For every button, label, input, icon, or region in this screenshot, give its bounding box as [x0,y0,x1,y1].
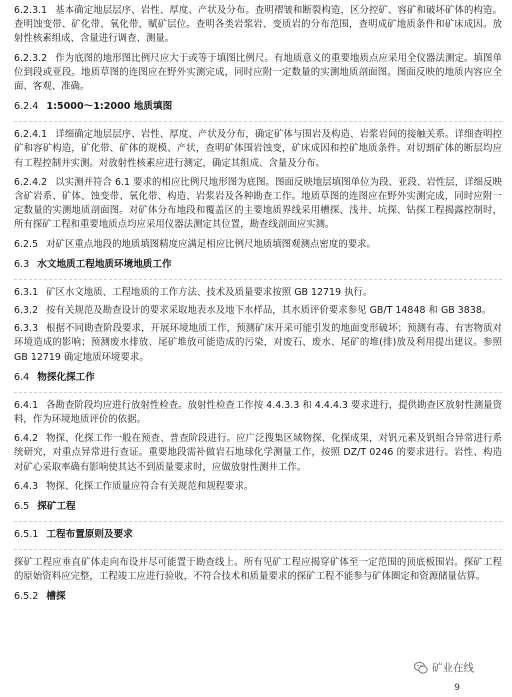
section-number: 6.3 [14,258,30,270]
clause-number: 6.2.4.2 [14,176,48,188]
paragraph-6-2-4-2 [14,176,502,233]
page-number: 9 [454,683,460,693]
paragraph-6-4-3 [14,480,502,494]
clause-number: 6.2.3.1 [14,5,48,16]
clause-number: 6.2.3.2 [14,52,48,64]
clause-text: 基本确定地层层序、岩性、厚度、产状及分布。查明褶皱和断裂构造，区分控矿、容矿和破坏矿体的构造。查明蚀变带、矿化带、氧化带、赋矿层位。查明各类岩浆岩、变质岩的分布范围，查明成矿地质条件和矿床成因。放射性核素组成、含量进行调查、测量。 [14,5,502,45]
section-divider [14,549,502,550]
clause-number: 6.4.3 [14,480,39,492]
clause-text: 物探、化探工作质量应符合有关规范和规程要求。 [46,480,254,492]
section-number: 6.5 [14,501,30,513]
section-title: 物探化探工作 [37,371,95,383]
clause-number: 6.3.2 [14,305,39,317]
clause-number: 6.2.4.1 [14,129,48,141]
watermark-text: 矿业在线 [432,662,474,674]
clause-text: 矿区水文地质、工程地质的工作方法、技术及质量要求按照 GB 12719 执行。 [46,286,373,298]
section-divider [14,279,502,280]
paragraph-6-4-2 [14,432,502,475]
clause-text: 以实测并符合 6.1 要求的相应比例尺地形图为底图。图面反映地层填图单位为段、亚段、岩性层，详细反映含矿岩系、矿体、蚀变带、氧化带、构造、岩浆岩及各种勘查工作。地质草图的连图应在野外实测完成，同时应附一定数量的实测地质剖面图。对矿体分布地段和覆盖区的主要地质界线采用槽探、浅井、坑探、钻探工程揭露控制时，所有探矿工程和重要地质点均应采用仪器法测定其位置，勘查线剖面应实测。 [14,176,502,231]
document-page [14,4,502,611]
paragraph-6-3-2 [14,304,502,318]
section-title: 1:5000～1:2000 地质填图 [46,101,173,113]
watermark [414,660,474,675]
paragraph-6-3-1 [14,286,502,300]
clause-number: 6.3.3 [14,323,39,335]
clause-text: 作为底图的地形图比例尺应大于或等于填图比例尺。有地质意义的重要地质点应采用全仪器法测定。填图单位到段或亚段。地质草图的连图应在野外实测完成，同时应附一定数量的实测地质剖面图。图面反映的地质内容应全面、客观、准确。 [14,52,502,93]
clause-text: 探矿工程应垂直矿体走向布设并尽可能置于勘查线上。所有见矿工程应揭穿矿体至一定范围的顶底板围岩。探矿工程的原始资料应完整，工程竣工应进行验收，不符合技术和质量要求的探矿工程不能参与矿体圈定和资源储量估算。 [14,557,502,583]
section-divider [14,521,502,522]
paragraph-6-4-1 [14,399,502,427]
paragraph-6-2-3-1 [14,4,502,47]
section-divider [14,392,502,393]
clause-text: 物探、化探工作一般在预查、普查阶段进行。应广泛搜集区域物探、化探成果，对钒元素及钒组合异常进行系统研究，对重点异常进行查证。重要地段需补做岩石地球化学测量工作，按照 DZ/T 0246 的要求进行。岩性、构造对矿心采取率确有影响使其达不到质量要求时，应做放射性测井工作。 [14,433,502,473]
clause-number: 6.2.5 [14,238,39,250]
clause-number: 6.4.2 [14,433,39,445]
section-heading-6-4 [14,371,502,385]
wechat-icon [414,661,428,675]
clause-number: 6.3.1 [14,286,39,298]
section-heading-6-5-2 [14,590,502,604]
section-title: 槽探 [46,591,66,603]
paragraph-6-5-1 [14,556,502,584]
section-number: 6.2.4 [14,101,39,113]
section-number: 6.4 [14,371,30,383]
paragraph-6-2-5 [14,238,502,252]
section-heading-6-5 [14,500,502,514]
clause-text: 各勘查阶段均应进行放射性检查。放射性检查工作按 4.4.3.3 和 4.4.4.3 要求进行，提供勘查区放射性测量资料，作为环境地质评价的依据。 [14,399,502,426]
section-heading-6-3 [14,258,502,272]
section-number: 6.5.2 [14,591,39,603]
clause-number: 6.4.1 [14,399,39,411]
section-title: 探矿工程 [37,501,76,513]
paragraph-6-2-4-1 [14,128,502,171]
section-divider [14,121,502,122]
clause-text: 对矿区重点地段的地质填图精度应满足相应比例尺地质填图观测点密度的要求。 [46,238,376,250]
paragraph-6-2-3-2 [14,52,502,95]
section-title: 水文地质工程地质环境地质工作 [37,258,172,270]
paragraph-6-3-3 [14,322,502,365]
clause-text: 按有关规范及勘查设计的要求采取地表水及地下水样品，其水质评价要求参见 GB/T 14848 和 GB 3838。 [46,305,492,317]
section-number: 6.5.1 [14,529,39,541]
clause-text: 详细确定地层层序、岩性、厚度、产状及分布，确定矿体与围岩及构造、岩浆岩间的接触关系。详细查明控矿和容矿构造，矿化带、矿体的规模、产状，查明矿体围岩蚀变，矿床成因和控矿地质条件。对切割矿体的断层均应有工程控制并实测。对放射性核素应进行测定，确定其组成、含量及分布。 [14,129,502,169]
section-heading-6-2-4 [14,100,502,114]
clause-text: 根据不同勘查阶段要求，开展环境地质工作，预测矿床开采可能引发的地面变形破坏；预测有毒、有害物质对环境造成的影响；预测废水排放、尾矿堆放可能造成的污染，对废石、废水、尾矿的堆(排)放及利用提出建议。参照 GB 12719 确定地质环境要求。 [14,323,502,363]
section-title: 工程布置原则及要求 [46,529,133,541]
section-heading-6-5-1 [14,528,502,542]
